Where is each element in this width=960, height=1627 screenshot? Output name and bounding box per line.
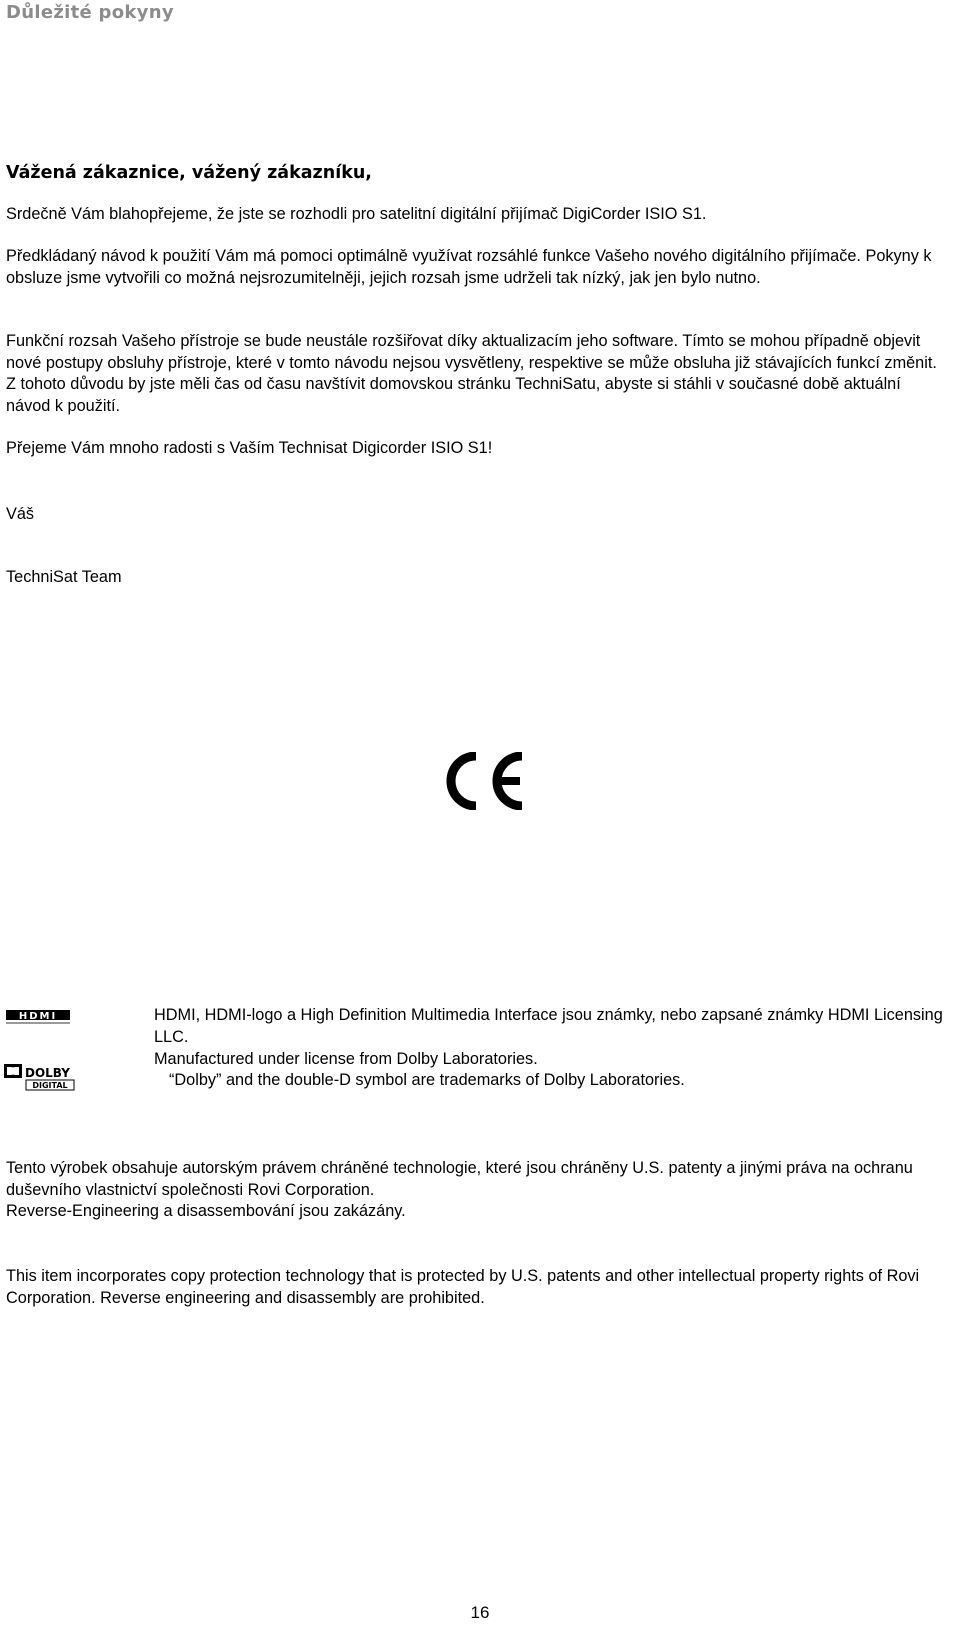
dolby-trademark-text: “Dolby” and the double-D symbol are trademarks of Dolby Laboratories. [169,1071,685,1090]
hdmi-logo-icon [6,1008,76,1028]
license-notice [154,1005,944,1092]
page-header-title: Důležité pokyny [6,2,174,23]
rovi-notice-czech-text: Tento výrobek obsahuje autorským právem chráněné technologie, které jsou chráněny U.S. patenty a jinými práva na ochranu duševního vlastnictví společnosti Rovi Corporation. [6,1159,913,1199]
paragraph-congratulations: Srdečně Vám blahopřejeme, že jste se rozhodli pro satelitní digitální přijímač DigiCorder ISIO S1. [6,205,707,223]
paragraph-wishes: Přejeme Vám mnoho radosti s Vaším Technisat Digicorder ISIO S1! [6,439,493,457]
svg-text:DOLBY: DOLBY [25,1066,70,1080]
closing: Váš [6,505,35,523]
dolby-license-text: Manufactured under license from Dolby Laboratories. [154,1049,538,1068]
ce-mark-icon [446,752,526,810]
rovi-notice-english: This item incorporates copy protection technology that is protected by U.S. patents and other intellectual property rights of Rovi Corporation. Reverse engineering and disassembly are prohibited. [6,1267,920,1307]
salutation: Vážená zákaznice, vážený zákazníku, [6,163,372,183]
paragraph-manual-purpose: Předkládaný návod k použití Vám má pomoci optimálně využívat rozsáhlé funkce Vašeho nového digitálního přijímače. Pokyny k obsluze jsme vytvořili co možná nejsrozumitelněji, jejich rozsah jsme udrželi tak nízký, jak jen bylo nutno. [6,247,932,287]
svg-text:DIGITAL: DIGITAL [32,1081,68,1090]
signature: TechniSat Team [6,568,122,586]
page-number: 16 [470,1603,490,1622]
dolby-digital-logo-icon [4,1062,76,1091]
paragraph-software-updates: Funkční rozsah Vašeho přístroje se bude neustále rozšiřovat díky aktualizacím jeho software. Tímto se mohou případně objevit nové postupy obsluhy přístroje, které v tomto návodu nejsou vysvětleny, respektive se může obsluha již stávajících funkcí změnit. Z tohoto důvodu by jste měli čas od času navštívit domovskou stránku TechniSatu, abyste si stáhli v současné době aktuální návod k použití. [6,332,937,415]
rovi-notice-czech [6,1158,941,1223]
reverse-engineering-czech-text: Reverse-Engineering a disassembování jsou zakázány. [6,1202,406,1221]
hdmi-trademark-text: HDMI, HDMI-logo a High Definition Multimedia Interface jsou známky, nebo zapsané známky HDMI Licensing LLC. [154,1006,943,1046]
svg-text:HDMI: HDMI [18,1011,58,1022]
